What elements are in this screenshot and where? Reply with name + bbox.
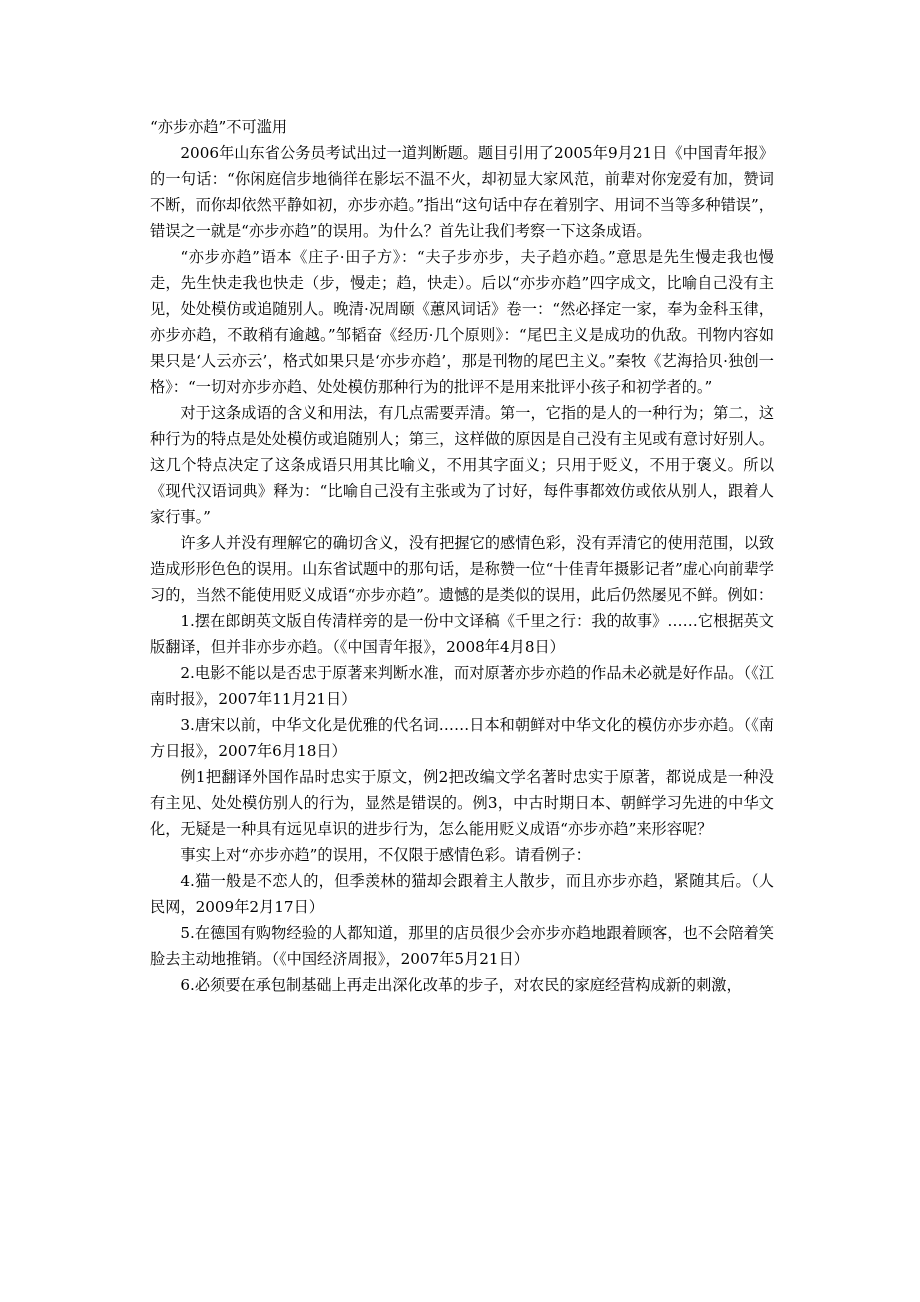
paragraph-intro: 2006年山东省公务员考试出过一道判断题。题目引用了2005年9月21日《中国青年报》的一句话：“你闲庭信步地徜徉在影坛不温不火，却初显大家风范，前辈对你宠爱有加，赞词不断，而你却依然平静如初，亦步亦趋。”指出“这句话中存在着别字、用词不当等多种错误”，错误之一就是“亦步亦趋”的误用。为什么？首先让我们考察一下这条成语。 bbox=[150, 144, 774, 240]
example-5: 5.在德国有购物经验的人都知道，那里的店员很少会亦步亦趋地跟着顾客，也不会陪着笑脸去主动地推销。（《中国经济周报》，2007年5月21日） bbox=[150, 924, 774, 968]
paragraph-misuse: 许多人并没有理解它的确切含义，没有把握它的感情色彩，没有弄清它的使用范围，以致造成形形色色的误用。山东省试题中的那句话，是称赞一位“十佳青年摄影记者”虚心向前辈学习的，当然不能使用贬义成语“亦步亦趋”。遗憾的是类似的误用，此后仍然屡见不鲜。例如： bbox=[150, 534, 774, 604]
paragraph-origin: “亦步亦趋”语本《庄子·田子方》：“夫子步亦步，夫子趋亦趋。”意思是先生慢走我也慢走，先生快走我也快走（步，慢走；趋，快走）。后以“亦步亦趋”四字成文，比喻自己没有主见，处处模仿或追随别人。晚清·况周颐《蕙风词话》卷一：“然必择定一家，奉为金科玉律，亦步亦趋，不敢稍有逾越。”邹韬奋《经历·几个原则》：“尾巴主义是成功的仇敌。刊物内容如果只是‘人云亦云’，格式如果只是‘亦步亦趋’，那是刊物的尾巴主义。”秦牧《艺海拾贝·独创一格》：“一切对亦步亦趋、处处模仿那种行为的批评不是用来批评小孩子和初学者的。” bbox=[150, 248, 774, 396]
document-page bbox=[150, 114, 774, 998]
example-2: 2.电影不能以是否忠于原著来判断水准，而对原著亦步亦趋的作品未必就是好作品。（《江南时报》，2007年11月21日） bbox=[150, 664, 774, 708]
example-4: 4.猫一般是不恋人的，但季羡林的猫却会跟着主人散步，而且亦步亦趋，紧随其后。（人民网，2009年2月17日） bbox=[150, 872, 774, 916]
article-title: “亦步亦趋”不可滥用 bbox=[150, 118, 288, 136]
paragraph-transition: 事实上对“亦步亦趋”的误用，不仅限于感情色彩。请看例子： bbox=[180, 846, 591, 864]
paragraph-usage-points: 对于这条成语的含义和用法，有几点需要弄清。第一，它指的是人的一种行为；第二，这种行为的特点是处处模仿或追随别人；第三，这样做的原因是自己没有主见或有意讨好别人。这几个特点决定了这条成语只用其比喻义，不用其字面义；只用于贬义，不用于褒义。所以《现代汉语词典》释为：“比喻自己没有主张或为了讨好，每件事都效仿或依从别人，跟着人家行事。” bbox=[150, 404, 774, 526]
example-6: 6.必须要在承包制基础上再走出深化改革的步子，对农民的家庭经营构成新的刺激， bbox=[180, 976, 742, 994]
example-1: 1.摆在郎朗英文版自传清样旁的是一份中文译稿《千里之行：我的故事》……它根据英文版翻译，但并非亦步亦趋。（《中国青年报》，2008年4月8日） bbox=[150, 612, 774, 656]
example-3: 3.唐宋以前，中华文化是优雅的代名词……日本和朝鲜对中华文化的模仿亦步亦趋。（《南方日报》，2007年6月18日） bbox=[150, 716, 774, 760]
paragraph-analysis: 例1把翻译外国作品时忠实于原文，例2把改编文学名著时忠实于原著，都说成是一种没有主见、处处模仿别人的行为，显然是错误的。例3，中古时期日本、朝鲜学习先进的中华文化，无疑是一种具有远见卓识的进步行为，怎么能用贬义成语“亦步亦趋”来形容呢？ bbox=[150, 768, 774, 838]
